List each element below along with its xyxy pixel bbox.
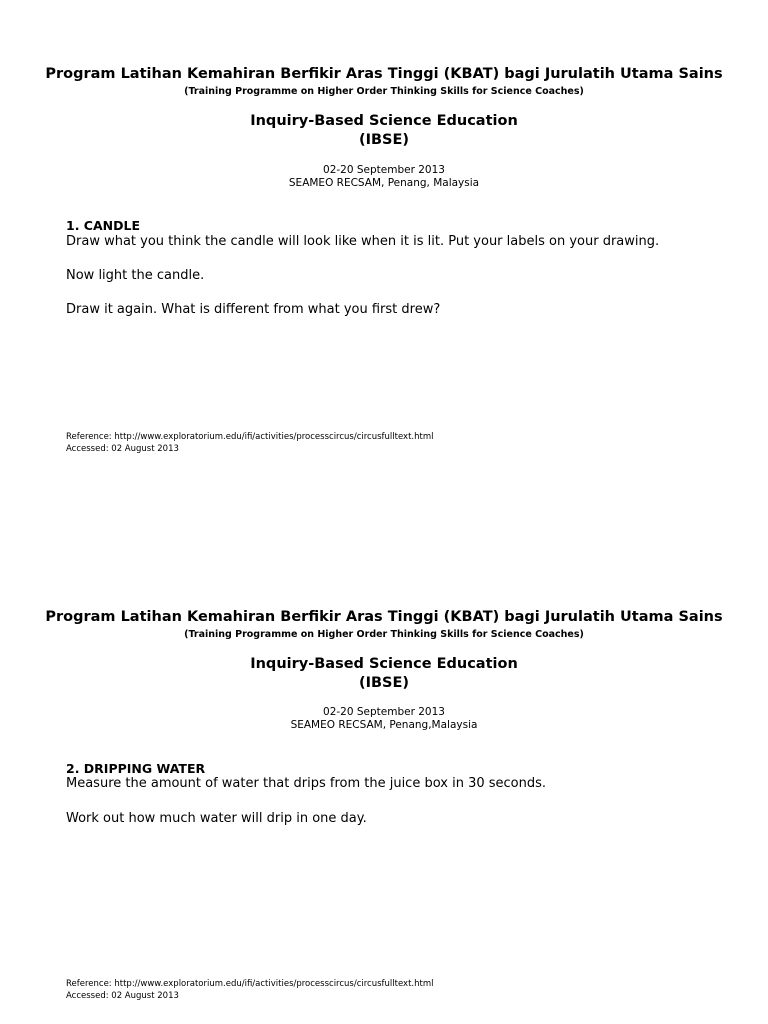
program-date: 02-20 September 2013	[323, 164, 445, 176]
reference-text: Reference: http://www.exploratorium.edu/ifi/activities/processcircus/circusfulltext.html	[66, 979, 434, 989]
instruction-2: Work out how much water will drip in one day.	[66, 811, 367, 826]
program-venue: SEAMEO RECSAM, Penang,Malaysia	[290, 719, 478, 731]
ibse-title: Inquiry-Based Science Education	[250, 113, 518, 129]
program-title: Program Latihan Kemahiran Berfikir Aras Tinggi (KBAT) bagi Jurulatih Utama Sains	[45, 609, 723, 625]
program-subtitle: (Training Programme on Higher Order Thinking Skills for Science Coaches)	[184, 86, 584, 97]
program-date: 02-20 September 2013	[323, 706, 445, 718]
ibse-title: Inquiry-Based Science Education	[250, 656, 518, 672]
accessed-text: Accessed: 02 August 2013	[66, 444, 179, 454]
activity-heading: 1. CANDLE	[66, 218, 140, 233]
program-subtitle: (Training Programme on Higher Order Thinking Skills for Science Coaches)	[184, 629, 584, 640]
instruction-3: Draw it again. What is different from what you first drew?	[66, 302, 441, 317]
instruction-1: Draw what you think the candle will look like when it is lit. Put your labels on your drawing.	[66, 234, 660, 249]
ibse-abbr: (IBSE)	[358, 132, 410, 148]
program-title: Program Latihan Kemahiran Berfikir Aras Tinggi (KBAT) bagi Jurulatih Utama Sains	[45, 66, 723, 82]
instruction-2: Now light the candle.	[66, 268, 205, 283]
instruction-1: Measure the amount of water that drips from the juice box in 30 seconds.	[66, 776, 547, 791]
activity-heading: 2. DRIPPING WATER	[66, 761, 206, 776]
reference-text: Reference: http://www.exploratorium.edu/ifi/activities/processcircus/circusfulltext.html	[66, 432, 434, 442]
accessed-text: Accessed: 02 August 2013	[66, 991, 179, 1001]
ibse-abbr: (IBSE)	[358, 675, 410, 691]
program-venue: SEAMEO RECSAM, Penang, Malaysia	[288, 177, 480, 189]
